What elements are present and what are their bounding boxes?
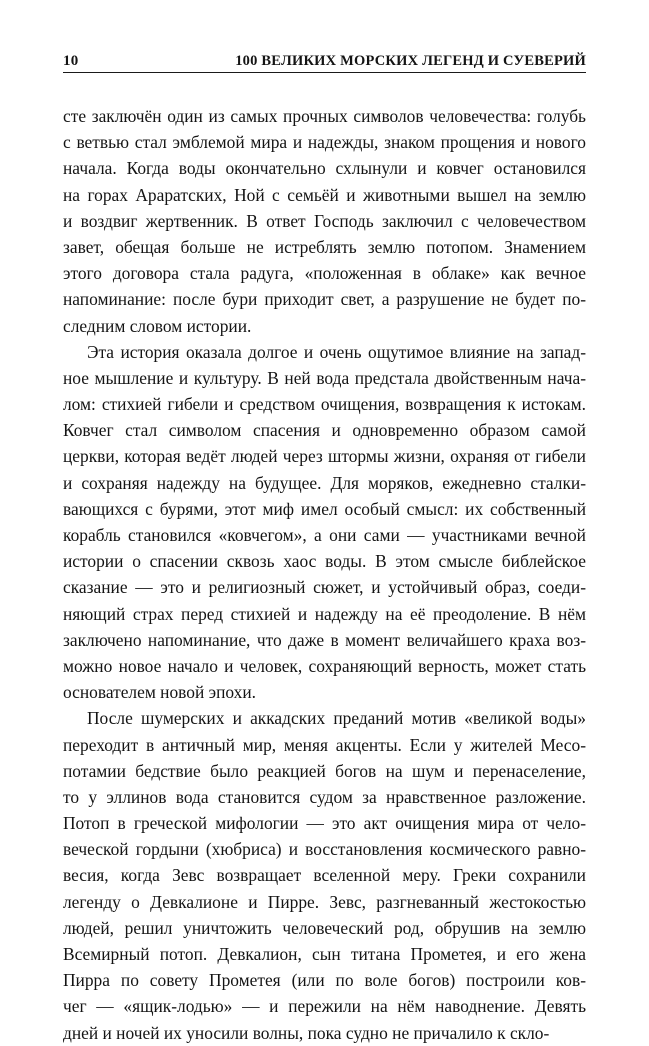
text-line: основателем новой эпохи.	[63, 682, 256, 703]
paragraph	[63, 339, 586, 706]
text-line: чег — «ящик-лодью» — и пережили на нём наводнение. Девять	[63, 996, 586, 1017]
text-line: Всемирный потоп. Девкалион, сын титана Прометея, и его жена	[63, 944, 586, 964]
text-line: и воздвиг жертвенник. В ответ Господь заключил с человечеством	[63, 210, 586, 231]
page-number: 10	[63, 53, 79, 69]
text-line: Пирра по совету Прометея (или по воле богов) построили ков-	[63, 970, 586, 991]
text-line: Эта история оказала долгое и очень ощутимое влияние на запад-	[87, 341, 586, 362]
text-line: потамии бедствие было реакцией богов на шум и перенаселение,	[63, 760, 586, 781]
text-line: людей, решил уничтожить человеческий род, обрушив на землю	[63, 917, 586, 938]
text-line: завет, обещая больше не истреблять землю потопом. Знамением	[63, 236, 586, 257]
running-header	[63, 44, 586, 73]
text-line: с ветвью стал эмблемой мира и надежды, знаком прощения и нового	[63, 132, 586, 153]
text-line: сте заключён один из самых прочных символов человечества: голубь	[63, 106, 586, 126]
text-line: корабль становился «ковчегом», а они сами — участниками вечной	[63, 525, 586, 545]
text-line: няющий страх перед стихией и надежду на её преодоление. В нём	[63, 603, 586, 624]
book-page	[63, 44, 586, 1046]
text-line: веческой гордыни (хюбриса) и восстановления космического равно-	[63, 839, 586, 860]
text-line: Потоп в греческой мифологии — это акт очищения мира от чело-	[63, 813, 586, 834]
text-line: начала. Когда воды окончательно схлынули и ковчег остановился	[63, 158, 586, 179]
text-line: этого договора стала радуга, «положенная в облаке» как вечное	[63, 263, 586, 284]
text-line: можно новое начало и человек, сохраняющий верность, может стать	[63, 655, 586, 676]
text-line: ное мышление и культуру. В ней вода предстала двойственным нача-	[63, 367, 586, 388]
text-line: то у эллинов вода становится судом за нравственное разложение.	[63, 786, 586, 807]
text-line: истории о спасении сквозь хаос воды. В этом смысле библейское	[63, 551, 586, 572]
text-line: После шумерских и аккадских преданий мотив «великой воды»	[87, 708, 586, 729]
text-line: на горах Араратских, Ной с семьёй и животными вышел на землю	[63, 184, 586, 205]
text-line: следним словом истории.	[63, 315, 252, 336]
text-line: дней и ночей их уносили волны, пока судно не причалило к скло-	[63, 1022, 550, 1043]
text-line: заключено напоминание, что даже в момент величайшего краха воз-	[63, 629, 586, 650]
body-text	[63, 103, 586, 1046]
text-line: и сохраняя надежду на будущее. Для моряков, ежедневно сталки-	[63, 472, 586, 493]
text-line: церкви, которая ведёт людей через штормы жизни, охраняя от гибели	[63, 446, 586, 467]
paragraph	[63, 103, 586, 339]
text-line: переходит в античный мир, меняя акценты. Если у жителей Месо-	[63, 734, 586, 755]
paragraph	[63, 705, 586, 1045]
text-line: легенду о Девкалионе и Пирре. Зевс, разгневанный жестокостью	[63, 891, 586, 912]
text-line: лом: стихией гибели и средством очищения, возвращения к истокам.	[63, 394, 586, 415]
text-line: напоминание: после бури приходит свет, а разрушение не будет по-	[63, 289, 586, 310]
text-line: сказание — это и религиозный сюжет, и устойчивый образ, соеди-	[63, 577, 586, 598]
text-line: Ковчег стал символом спасения и одновременно образом самой	[63, 420, 586, 441]
text-line: вающихся с бурями, этот миф имел особый смысл: их собственный	[63, 498, 586, 519]
running-title: 100 ВЕЛИКИХ МОРСКИХ ЛЕГЕНД И СУЕВЕРИЙ	[235, 53, 586, 69]
text-line: весия, когда Зевс возвращает вселенной меру. Греки сохранили	[63, 865, 586, 886]
